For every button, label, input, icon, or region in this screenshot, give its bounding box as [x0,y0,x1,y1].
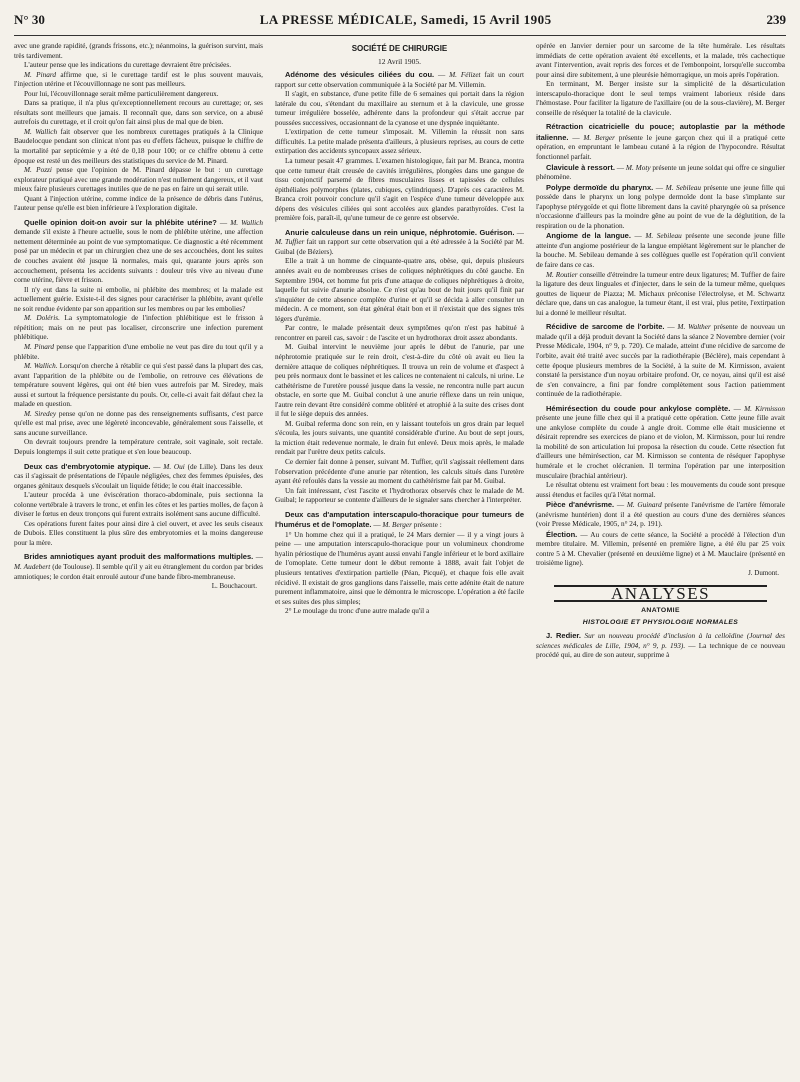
speaker-name: M. Doléris. [24,314,60,323]
paragraph: L'auteur procéda à une éviscération thoraco-abdominale, puis sectionna la colonne vertébrale à travers le tronc, et enfin les côtes et les parties molles, de façon à diviser le fœtus en deux tronçons qui furent extraits isolément sans aucune difficulté. [14,491,263,519]
paragraph-text: — La technique de ce nouveau procédé qui, au dire de son auteur, supprime à [536,641,785,660]
speaker-name: M. Sebileau [665,183,701,192]
speaker-name: M. Moty [625,163,651,172]
section-title: Polype dermoïde du pharynx. [546,182,654,192]
speaker-name: M. Routier [546,270,578,279]
speaker-name: M. Audebert [14,562,51,571]
speaker-name: M. Félizet [449,71,481,80]
session-date: 12 Avril 1905. [378,56,421,66]
paragraph-text: présente l'anévrisme de l'artère fémorale (anévrisme huntérien) dont il a été question au cours d'une des dernières séances (voir Presse Médicale, 1905, n° 24, p. 191). [536,501,785,529]
analyses-heading: ANALYSES [554,585,767,603]
paragraph-text: fait observer que les nombreux curettages pratiqués à la Clinique Baudelocque pendant son clinicat n'ont pas eu d'effets fâcheux, puisque le chiffre de la mortalité par septicémie y a été de 0,18 pour 100; or ce chiffre obtenu à cette époque est resté un des meilleurs des statistiques du service de M. Pinard. [14,127,263,165]
issue-number: N° 30 [14,12,45,27]
paragraph [536,271,785,319]
speaker-name: M. Berger [382,521,412,530]
speaker-name: M. Tuffier [275,238,305,247]
paragraph-text: présente une jeune fille chez qui il a pratiqué cette opération. Cette jeune fille avait une ankylose complète du coude à angle droit. Comme elle était musicienne et désirait reprendre ses exercices de piano et de violon, M. Kirmisson, pour lui rendre la mobilité de son articulation lui proposa la résection du coude. Cette résection fut d'ailleurs une hémirésection, car M. Kirmisson se contenta de réséquer l'apophyse humérale et le crochet olécranien. Il termina l'opération par une interposition musculaire (brachial antérieur). [536,414,785,480]
paragraph: M. Guibal intervint le neuvième jour après le début de l'anurie, par une néphrotomie pratiquée sur le rein droit, c'est-à-dire du côté où avait eu lieu la dernière attaque de coliques néphrétiques. Il trouva un rein de volume et d'aspect à peu près normaux dont le bassinet et les calices ne contenaient ni calculs, ni urine. Le cathétérisme de l'uretère poussé jusque dans la vessie, ne rencontra nulle part aucun obstacle, en sorte que M. Guibal conclut à une anurie réflexe dans un rein unique, l'autre rein devant être considéré comme oblitéré et atrophié à la suite des crises dont il fut le siège depuis des années. [275,343,524,419]
column-1 [14,42,263,1072]
paragraph-text: La symptomatologie de l'infection phlébitique est le frisson à répétition; mais on ne peut pas localiser, circonscrire une infection purement phlébitique. [14,314,263,342]
section-title: Anurie calculeuse dans un rein unique, néphrotomie. Guérison. [285,227,515,237]
speaker-name: M. Walther [677,323,711,332]
column-3 [536,42,785,1072]
author-signature: J. Dumont. [748,568,779,577]
paragraph: On devrait toujours prendre la température centrale, soit vaginale, soit rectale. Depuis longtemps il suit cette pratique et s'en loue beaucoup. [14,438,263,456]
paragraph-text: présente un jeune soldat qui offre ce singulier phénomène. [536,163,785,182]
speaker-name: M. Wallich. [24,362,58,371]
paragraph-text: présente une seconde jeune fille atteinte d'un angiome postérieur de la langue empiétant légèrement sur le plancher de la bouche. M. Sebileau demande à ses collègues quelle est l'opération qu'il convient de faire dans ce cas. [536,232,785,270]
paragraph: Ce dernier fait donne à penser, suivant M. Tuffier, qu'il s'agissait réellement dans l'observation précédente d'une anurie par rétention, les calculs situés dans l'uretère ayant été refoulés dans la vessie au moment du cathétérisme fait par M. Guibal. [275,457,524,486]
paragraph-text: présente de nouveau un malade qu'il a déjà produit devant la Société dans la séance 2 Novembre dernier (voir Presse Médicale, 1904, n° 9, p. 720). Ce malade, atteint d'une récidive de sarcome de l'orbite, avait été traité avec succès par la radiothérapie (Béclère), mais cependant à cette époque plusieurs membres de la Société, à la suite de M. Kirmisson, avaient constaté la persistance d'un noyau orbitaire profond. Or, ce noyau, ainsi qu'il est aisé de s'en convaincre, a fini par fondre complètement sous l'action patiemment continuée de la radiothérapie. [536,323,785,399]
speaker-name: M. Wallich [230,218,263,227]
paragraph [14,128,263,166]
paragraph-text: pense qu'on ne donne pas des renseignements suffisants, c'est parce qu'elle est mal prise, avec une légèreté inconcevable, généralement sous l'aisselle, et sans aucune surveillance. [14,409,263,437]
paragraph: Pour lui, l'écouvillonnage serait même particulièrement dangereux. [24,89,219,98]
reference-author: J. Redier. [546,631,582,641]
section-title: Récidive de sarcome de l'orbite. [546,322,665,332]
paragraph-text: pense que l'opinion de M. Pinard dépasse le but : un curettage explorateur pratiqué avec une grande modération n'est nullement dangereux, et il vaut mieux faire plusieurs curettages inutiles que de ne pas en faire un qui serait utile. [14,166,263,194]
section-paragraph: Récidive de sarcome de l'orbite. — M. Walther présente de nouveau un malade qu'il a déjà produit devant la Société dans la séance 2 Novembre dernier (voir Presse Médicale, 1904, n° 9, p. 720). Ce malade, atteint d'une récidive de sarcome de l'orbite, avait été traité avec succès par la radiothérapie (Béclère), mais cependant à cette époque plusieurs membres de la Société, à la suite de M. Kirmisson, avaient constaté la persistance d'un noyau orbitaire profond. Or, ce noyau, ainsi qu'il est aisé de s'en convaincre, a fini par fondre complètement sous l'action patiemment continuée de la radiothérapie. [536,322,785,399]
reference-title: Sur un nouveau procédé d'inclusion à la celloïdine (Journal des sciences médicales de Lille, 1904, n° 9, p. 193). [536,632,785,650]
section-paragraph: Anurie calculeuse dans un rein unique, néphrotomie. Guérison. — M. Tuffier fait un rapport sur cette observation qui a été adressée à la Société par M. Guibal (de Béziers). [275,227,524,256]
paragraph: Le résultat obtenu est vraiment fort beau : les mouvements du coude sont presque aussi étendus et faciles qu'à l'état normal. [536,481,785,499]
section-title: Clavicule à ressort. [546,162,615,172]
speaker-name: M. Berger [583,133,615,142]
paragraph: avec une grande rapidité, (grands frissons, etc.); néanmoins, la guérison survint, mais très tardivement. [14,42,263,60]
paragraph-text: Lorsqu'on cherche à rétablir ce qui s'est passé dans la plupart des cas, avant l'apparition de la phlébite ou de l'embolie, on retrouve ces élévations de température souvent légères, qui ont été bien vues autrefois par M. Siredey, mais aussi et surtout la fréquence persistante du pouls. Or, celle-ci avait fait défaut chez la malade en question. [14,362,263,409]
paragraph: Quant à l'injection utérine, comme indice de la présence de débris dans l'utérus, l'auteur pense qu'elle est bien inférieure à l'exploration digitale. [14,194,263,213]
speaker-name: M. Sebileau [645,232,682,241]
paragraph: Elle a trait à un homme de cinquante-quatre ans, obèse, qui, depuis plusieurs années avait eu de nombreuses crises de coliques néphrétiques du côté gauche. En Septembre 1904, cet homme fut pris d'une attaque de coliques néphrétiques à droite, laquelle fut suivie d'anurie absolue. Ce n'est qu'au bout de huit jours qu'il finit par s'inquiéter de cette absence complète d'urine et qu'il se décida à aller consulter un médecin. A ce moment, son état général était bon et il n'existait que des signes très légers d'urémie. [275,257,524,323]
speaker-name: M. Siredey [24,409,57,418]
paragraph-text: (de Toulouse). Il semble qu'il y ait eu étranglement du cordon par brides amniotiques; le cordon était enroulé autour d'une bande fibro-membraneuse. [14,562,263,581]
speaker-name: M. Guinard [626,501,662,510]
paragraph: L'auteur pense que les indications du curettage devraient être précisées. [24,61,232,70]
subheading-histologie: HISTOLOGIE ET PHYSIOLOGIE NORMALES [582,618,739,626]
paragraph: 1° Un homme chez qui il a pratiqué, le 24 Mars dernier — il y a vingt jours à peine — une amputation interscapulo-thoracique pour un volumineux chondrome hyalin périostique de l'humérus ayant aussi envahi l'angle inférieur et le bord axillaire de l'omoplate. Cette tumeur dont le début remonte à 1888, avait fait l'objet de plusieurs tentatives d'extirpation partielle (Péan, Picqué), et chaque fois elle avait récidivé. Il existait de gros ganglions dans l'aisselle, mais cette adénite était de nature purement inflammatoire, ainsi que le démontra le microscope. L'opération a été facile et ses suites des plus simples; [275,530,524,606]
paragraph: Par contre, le malade présentait deux symptômes qu'on n'est pas habitué à rencontrer en pareil cas, savoir : de l'ascite et un hydrothorax droit assez abondants. [275,324,524,342]
section-title: Pièce d'anévrisme. [546,500,615,510]
paragraph: En terminant, M. Berger insiste sur la simplicité de la désarticulation interscapulo-thoracique dont le seul temps vraiment laborieux réside dans l'hémostase. Pour faciliter la ligature de l'axillaire (ou de la sous-clavière), M. Berger conseille de réséquer la totalité de la clavicule. [536,80,785,117]
section-paragraph: Deux cas d'amputation interscapulo-thoracique pour tumeurs de l'humérus et de l'omoplate. — M. Berger présente : [275,509,524,530]
speaker-name: M. Pinard [24,70,57,79]
page-header [14,12,786,36]
section-paragraph: Angiome de la langue. — M. Sebileau présente une seconde jeune fille atteinte d'un angiome postérieur de la langue empiétant légèrement sur le plancher de la bouche. M. Sebileau demande à ses collègues quelle est l'opération qu'il convient de faire dans ce cas. [536,231,785,270]
paragraph [14,362,263,410]
paragraph: Un fait intéressant, c'est l'ascite et l'hydrothorax observés chez le malade de M. Guibal; le rapporteur se contente d'ailleurs de le signaler sans chercher à l'interpréter. [275,486,524,505]
section-paragraph: Hémirésection du coude pour ankylose complète. — M. Kirmisson présente une jeune fille chez qui il a pratiqué cette opération. Cette jeune fille avait une ankylose complète du coude à angle droit. Comme elle était musicienne et désirait reprendre ses exercices de piano et de violon, M. Kirmisson, pour lui rendre la mobilité de son articulation lui proposa la résection du coude. Cette résection fut d'ailleurs une hémirésection, car M. Kirmisson se contenta de réséquer l'apophyse humérale et le crochet olécranien. Il termina l'opération par une interposition musculaire (brachial antérieur). [536,403,785,480]
paragraph [14,410,263,439]
subheading-anatomie: ANATOMIE [641,607,680,615]
paragraph [14,71,263,90]
speaker-name: M. Wallich [24,127,58,136]
section-title: Rétraction cicatricielle du pouce; autoplastie par la méthode italienne. [536,122,785,142]
section-title: Brides amniotiques ayant produit des malformations multiples. [24,552,254,562]
paragraph-text: fait un court rapport sur cette observation communiquée à la Société par M. Villemin. [275,71,524,89]
paragraph: Dans sa pratique, il n'a plus qu'exceptionnellement recours au curettage; or, ses résultats sont meilleurs que jamais. Il reconnaît que, dans son service, on a abusé autrefois du curettage, et il croit qu'on fait ainsi plus de mal que de bien. [14,99,263,127]
page-number: 239 [766,12,786,27]
section-paragraph: Polype dermoïde du pharynx. — M. Sebileau présente une jeune fille qui possède dans le pharynx un long polype dermoïde dont la base s'implante sur l'apophyse ptérygoïde et qui flotte librement dans la cavité pharyngée où sa présence n'occasionne d'ailleurs pas la moindre gêne au point de vue de la déglutition, de la respiration ou de la phonation. [536,182,785,230]
paragraph [14,314,263,343]
section-paragraph: Clavicule à ressort. — M. Moty présente un jeune soldat qui offre ce singulier phénomène. [536,162,785,182]
section-paragraph: Adénome des vésicules ciliées du cou. — M. Félizet fait un court rapport sur cette observation communiquée à la Société par M. Villemin. [275,70,524,89]
paragraph: 2° Le moulage du tronc d'une autre malade qu'il a [285,607,430,616]
paragraph: Ces opérations furent faites pour ainsi dire à ciel ouvert, et avec les seuls ciseaux de Dubois. Elles constituent la plus sûre des embryotomies et la moins dangereuse pour la mère. [14,519,263,547]
paragraph-text: pense que l'apparition d'une embolie ne veut pas dire du tout qu'il y a phlébite. [14,342,263,361]
paragraph: Il s'agit, en substance, d'une petite fille de 6 semaines qui portait dans la région latérale du cou, s'étendant du maxillaire au sternum et à la clavicule, une grosse tumeur irrégulière bosselée, adhérente dans la profondeur qui s'était accrue par poussées successives, occasionnant de la cyanose et une dyspnée inquiétante. [275,90,524,127]
section-title: Élection. [546,529,578,539]
section-paragraph: Rétraction cicatricielle du pouce; autoplastie par la méthode italienne. — M. Berger présente le jeune garçon chez qui il a pratiqué cette opération, en empruntant le lambeau cutané à la région de l'hypocondre. Résultat fonctionnel parfait. [536,122,785,162]
reference-paragraph [536,631,785,661]
section-title: Quelle opinion doit-on avoir sur la phlébite utérine? [24,217,217,227]
speaker-name: M. Kirmisson [744,404,785,413]
paragraph-text: demande s'il existe à l'heure actuelle, sous le nom de phlébite utérine, une affection nettement déterminée au point de vue symptomatique. Ce diagnostic a été récemment posé par un médecin et par un chirurgien chez une de ses accouchées, dont les suites de couches avaient été jusque là normales, mais qui, quarante jours après son accouchement, présenta les accidents suivants : douleur très vive au niveau d'une corne utérine, fièvre et frisson. [14,228,263,285]
section-paragraph: Pièce d'anévrisme. — M. Guinard présente l'anévrisme de l'artère fémorale (anévrisme huntérien) dont il a été question au cours d'une des dernières séances (voir Presse Médicale, 1905, n° 24, p. 191). [536,500,785,529]
author-signature: L. Bouchacourt. [211,582,257,591]
section-paragraph: Quelle opinion doit-on avoir sur la phlébite utérine? — M. Wallich demande s'il existe à l'heure actuelle, sous le nom de phlébite utérine, une affection nettement déterminée au point de vue symptomatique. Ce diagnostic a été récemment posé par un médecin et par un chirurgien chez une de ses accouchées, dont les suites de couches avaient été jusque là normales, mais qui, quarante jours après son accouchement, présenta les accidents suivants : douleur très vive au niveau d'une corne utérine, fièvre et frisson. [14,217,263,285]
paragraph-text: présente le jeune garçon chez qui il a pratiqué cette opération, en empruntant le lambeau cutané à la région de l'hypocondre. Résultat fonctionnel parfait. [536,133,785,162]
section-title: Angiome de la langue. [546,231,631,241]
paragraph-text: présente une jeune fille qui possède dans le pharynx un long polype dermoïde dont la base s'implante sur l'apophyse ptérygoïde et qui flotte librement dans la cavité pharyngée où sa présence n'occasionne d'ailleurs pas la moindre gêne au point de vue de la déglutition, de la respiration ou de la phonation. [536,183,785,230]
paragraph-text: affirme que, si le curettage tardif est le plus souvent mauvais, l'injection utérine et l'écouvillonnage ne sont pas meilleurs. [14,70,263,89]
section-title: Deux cas d'amputation interscapulo-thoracique pour tumeurs de l'humérus et de l'omoplate. [275,509,524,530]
section-title: Hémirésection du coude pour ankylose complète. [546,403,731,413]
paragraph-text: — Au cours de cette séance, la Société a procédé à l'élection d'un membre titulaire. M. Villemin, présenté en première ligne, a été élu par 25 voix contre 5 à M. Chevalier (présenté en deuxième ligne) et à M. Mauclaire (présenté en troisième ligne). [536,530,785,568]
paragraph: L'extirpation de cette tumeur s'imposait. M. Villemin la réussit non sans difficultés. La petite malade présenta d'ailleurs, à plusieurs reprises, au cours de cette extirpation des accidents syncopaux assez sérieux. [275,128,524,156]
section-title: Deux cas d'embryotomie atypique. [24,461,151,471]
paragraph [14,343,263,362]
paragraph-text: conseille d'étreindre la tumeur entre deux ligatures; M. Tuffier de faire la ligature des deux linguales et d'injecter, dans le sein de la tumeur même, quelques gouttes de liqueur de Piazza; M. Michaux préconise l'électrolyse, et M. Schwartz déclare que, dans un cas analogue, la tumeur étant, il est vrai, plus petite, l'extirpation lui a donné le meilleur résultat. [536,270,785,317]
paragraph: M. Guibal referma donc son rein, en y laissant toutefois un gros drain par lequel s'écoula, les jours suivants, une quantité considérable d'urine. Au bout de sept jours, la miction était redevenue normale, le drain fut enlevé. Deux mois après, le malade rendait par l'urètre deux petits calculs. [275,419,524,457]
section-paragraph: Brides amniotiques ayant produit des malformations multiples. — M. Audebert (de Toulouse). Il semble qu'il y ait eu étranglement du cordon par brides amniotiques; le cordon était enroulé autour d'une bande fibro-membraneuse. [14,552,263,581]
paragraph: La tumeur pesait 47 grammes. L'examen histologique, fait par M. Branca, montra que cette tumeur était creusée de cavités irrégulières, plongées dans une gangue de tissu conjonctif parsemé de fibres musculaires lisses et tapissées de cellules épithéliales polymorphes (plates, cubiques, cylindriques). D'après ces caractères M. Branca croit pouvoir conclure qu'il s'agit en l'espèce d'une tumeur développée aux dépens des vésicules ciliées qui sont accolées aux glandes parathyroïdes. C'est la première fois, paraît-il, qu'une tumeur de ce genre est observée. [275,157,524,223]
journal-title: LA PRESSE MÉDICALE, Samedi, 15 Avril 1905 [259,12,552,27]
speaker-name: M. Pozzi [24,166,52,175]
paragraph-text: présente : [411,521,442,530]
section-paragraph [536,530,785,569]
column-2 [275,42,524,1072]
society-rubric: SOCIÉTÉ DE CHIRURGIE [351,44,448,53]
paragraph [14,166,263,195]
section-title: Adénome des vésicules ciliées du cou. [285,70,435,80]
paragraph: opérée en Janvier dernier pour un sarcome de la tête humérale. Les résultats immédiats de cette opération avaient été excellents, et la malade, très cachectique avant l'intervention, avait repris des forces et de l'embonpoint, lorsqu'elle succomba pour ainsi dire subitement, à une pleurésie hémorragique, un mois après l'opération. [536,42,785,79]
speaker-name: M. Pinard [24,342,55,351]
paragraph-text: fait un rapport sur cette observation qui a été adressée à la Société par M. Guibal (de Béziers). [275,238,524,256]
section-paragraph: Deux cas d'embryotomie atypique. — M. Oui (de Lille). Dans les deux cas il s'agissait de présentations de l'épaule négligées, chez des femmes épuisées, des organes génitaux desquels s'écoulait un liquide fétide; le cou était inaccessible. [14,461,263,490]
paragraph: Il n'y eut dans la suite ni embolie, ni phlébite des membres; et la malade est actuellement guérie. Existe-t-il des signes pour caractériser la phlébite, avant qu'elle ne soit rendue évidente par son apparition sur les membres ou par les embolies? [14,285,263,313]
paragraph-text: (de Lille). Dans les deux cas il s'agissait de présentations de l'épaule négligées, chez des femmes épuisées, des organes génitaux desquels s'écoulait un liquide fétide; le cou était inaccessible. [14,462,263,490]
speaker-name: M. Oui [163,462,185,471]
